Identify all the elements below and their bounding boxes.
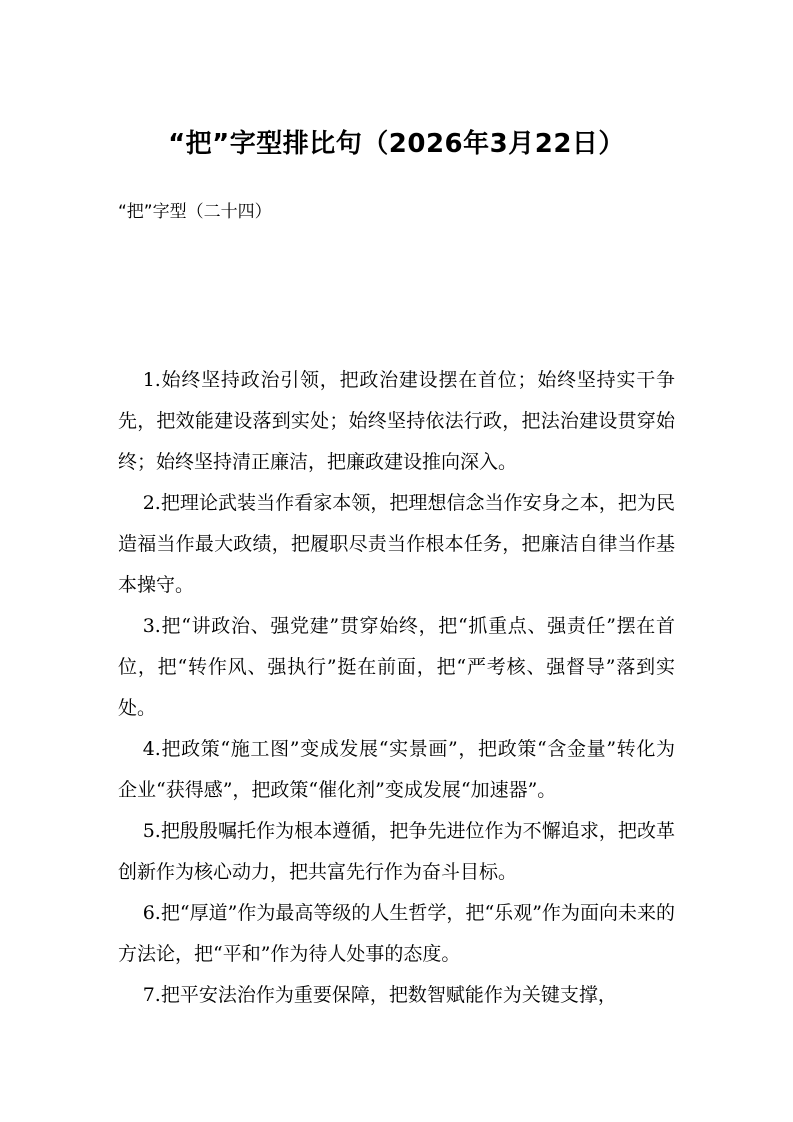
paragraph-1: 1.始终坚持政治引领，把政治建设摆在首位；始终坚持实干争先，把效能建设落到实处；始终坚持依法行政，把法治建设贯穿始终；始终坚持清正廉洁，把廉政建设推向深入。 [118, 369, 675, 473]
paragraph-5: 5.把殷殷嘱托作为根本遵循，把争先进位作为不懈追求，把改革创新作为核心动力，把共富先行作为奋斗目标。 [118, 820, 675, 883]
paragraph-6: 6.把“厚道”作为最高等级的人生哲学，把“乐观”作为面向未来的方法论，把“平和”作为待人处事的态度。 [118, 902, 675, 965]
paragraph-2: 2.把理论武装当作看家本领，把理想信念当作安身之本，把为民造福当作最大政绩，把履职尽责当作根本任务，把廉洁自律当作基本操守。 [118, 492, 675, 596]
paragraph-4: 4.把政策“施工图”变成发展“实景画”，把政策“含金量”转化为企业“获得感”，把政策“催化剂”变成发展“加速器”。 [118, 738, 675, 801]
document-subtitle: “把”字型（二十四） [118, 202, 272, 222]
paragraph-7: 7.把平安法治作为重要保障，把数智赋能作为关键支撑， [142, 984, 617, 1006]
paragraph-3: 3.把“讲政治、强党建”贯穿始终，把“抓重点、强责任”摆在首位，把“转作风、强执行”挺在前面，把“严考核、强督导”落到实处。 [118, 615, 675, 719]
document-title: “把”字型排比句（2026年3月22日） [168, 129, 625, 159]
document-body [118, 360, 675, 1016]
